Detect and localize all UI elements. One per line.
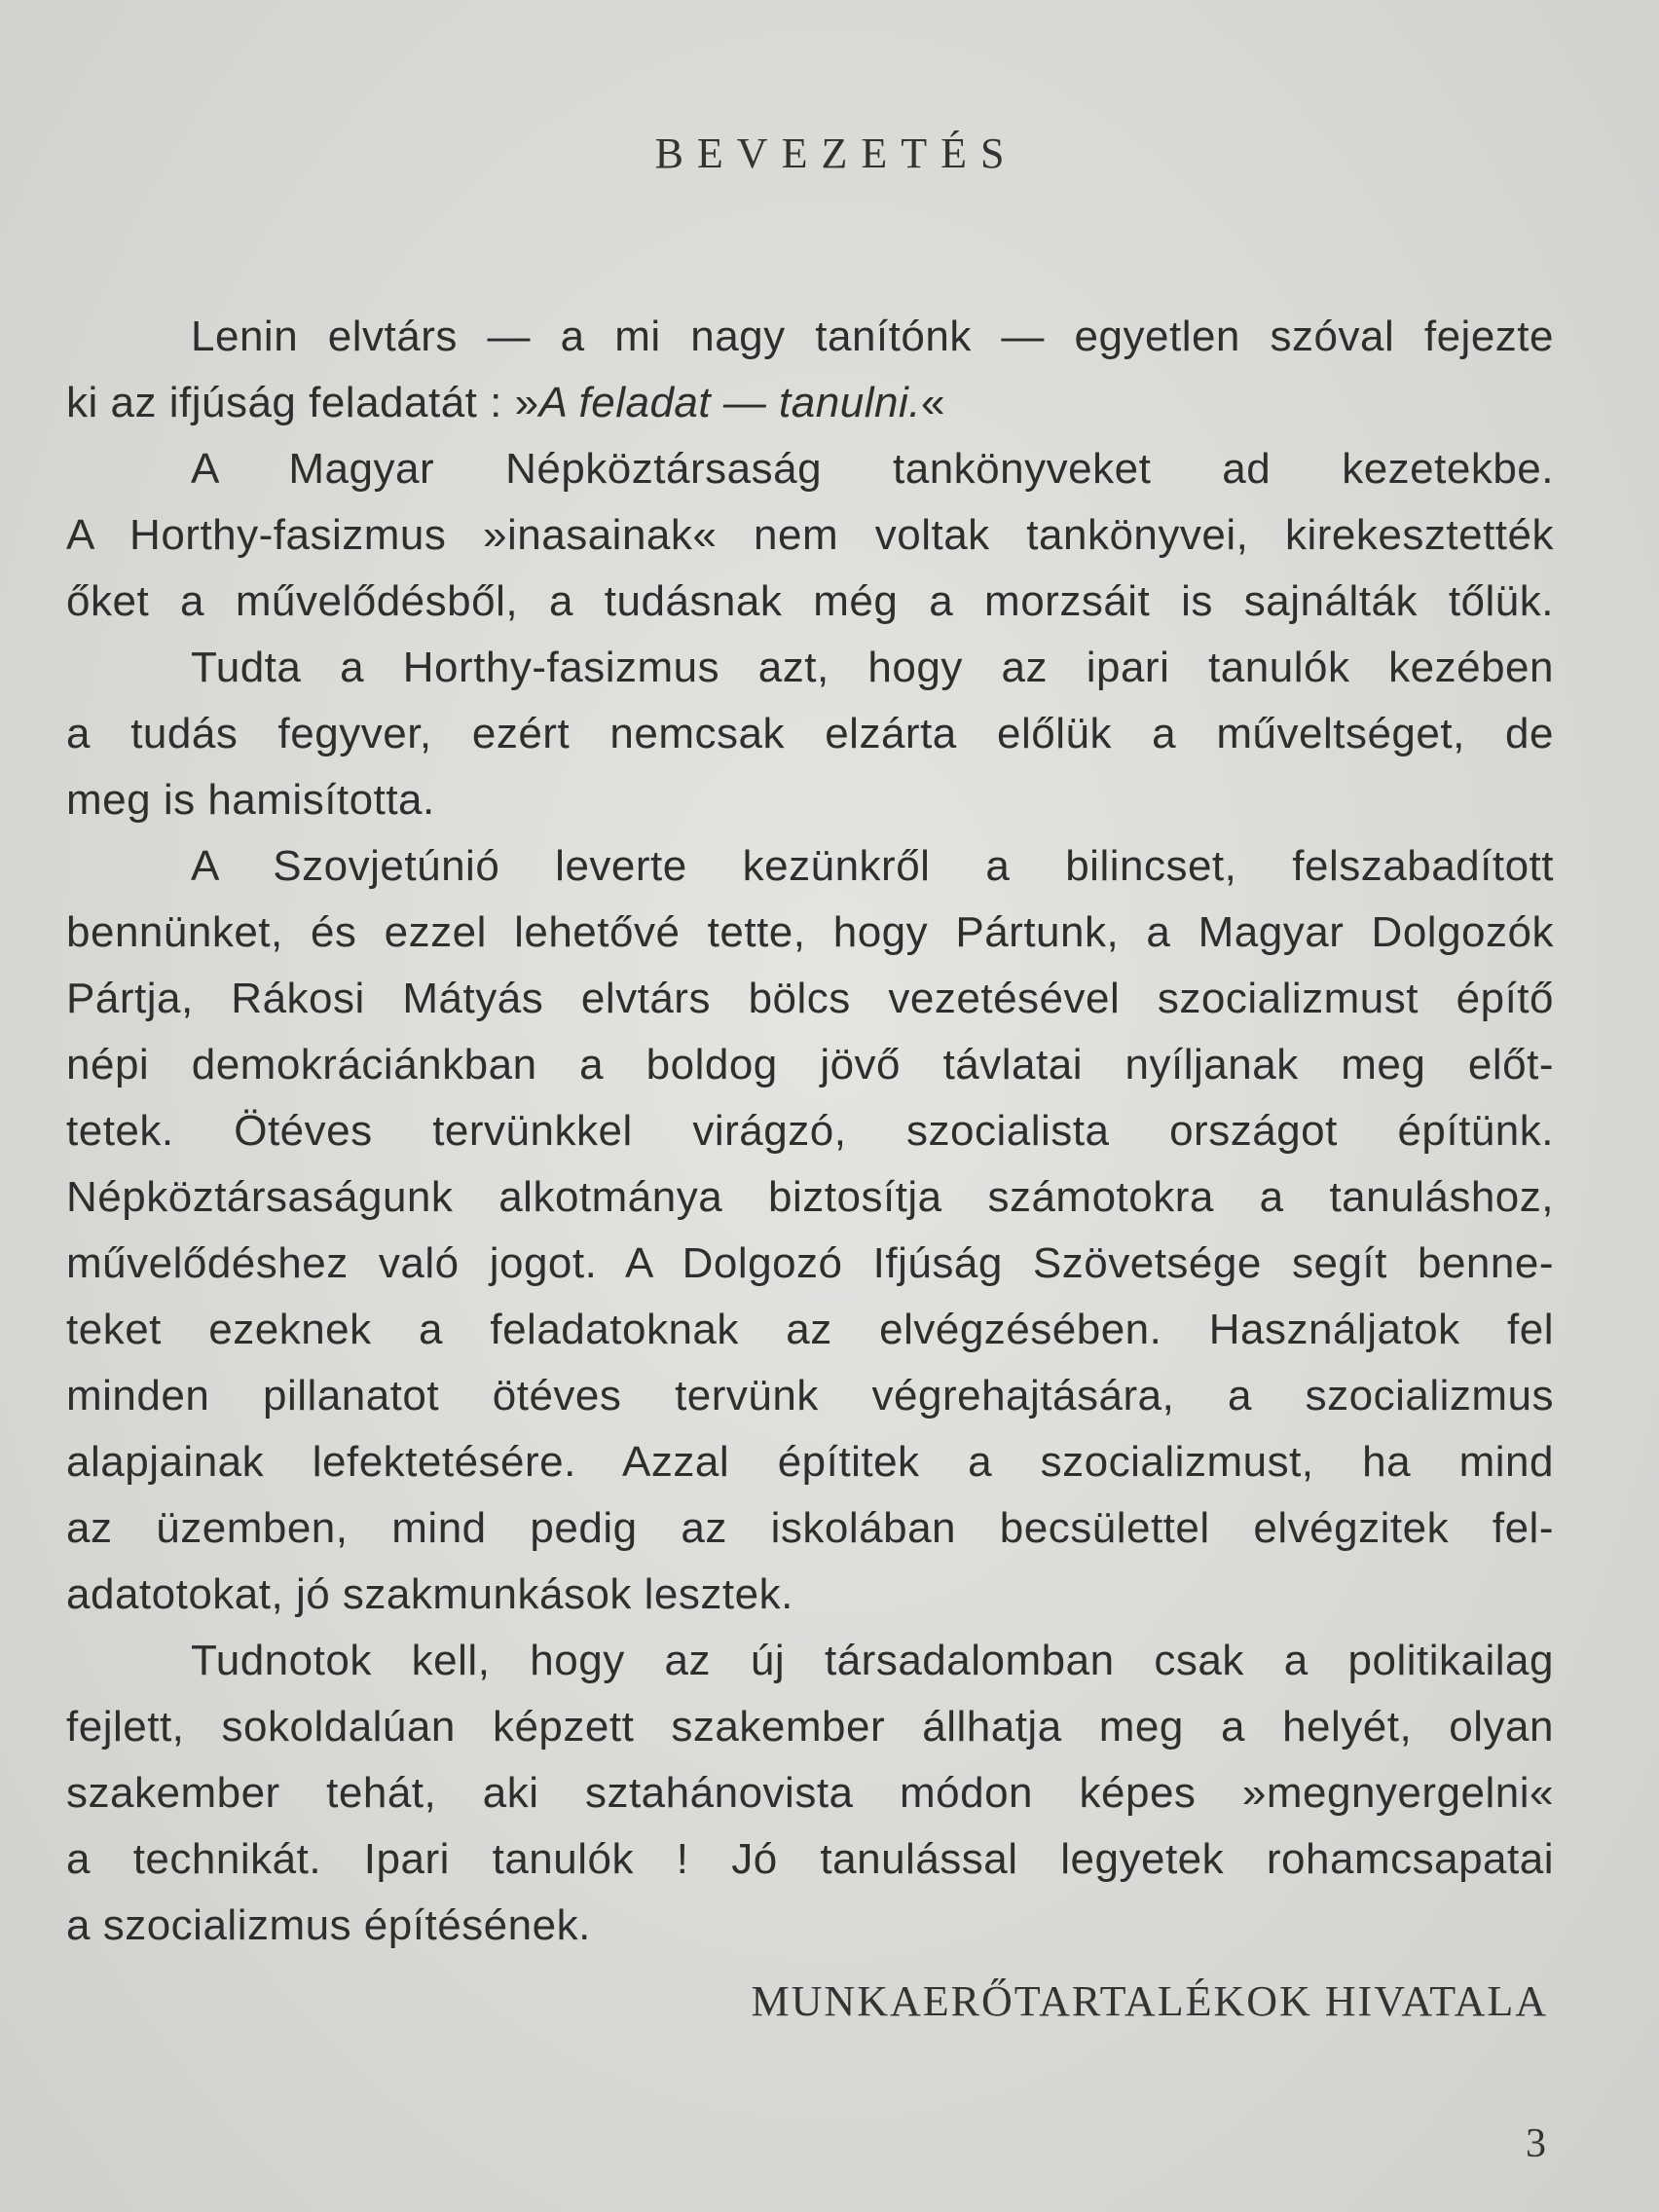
text-line: a technikát. Ipari tanulók ! Jó tanulással legyetek rohamcsapatai bbox=[66, 1835, 1554, 1883]
page-number: 3 bbox=[1526, 2121, 1546, 2166]
text-line: őket a művelődésből, a tudásnak még a morzsáit is sajnálták tőlük. bbox=[66, 577, 1554, 625]
text-line: az üzemben, mind pedig az iskolában becsülettel elvégzitek fel- bbox=[66, 1504, 1554, 1552]
text-line: bennünket, és ezzel lehetővé tette, hogy Pártunk, a Magyar Dolgozók bbox=[66, 908, 1554, 956]
text-line: A Szovjetúnió leverte kezünkről a bilincset, felszabadított bbox=[191, 842, 1554, 890]
text-line: Tudnotok kell, hogy az új társadalomban csak a politikailag bbox=[191, 1637, 1554, 1684]
text-line: A Magyar Népköztársaság tankönyveket ad kezetekbe. bbox=[191, 445, 1554, 493]
text-line: népi demokráciánkban a boldog jövő távlatai nyíljanak meg előt- bbox=[66, 1041, 1554, 1088]
text-line: adatotokat, jó szakmunkások lesztek. bbox=[66, 1570, 793, 1618]
quote-italic: A feladat — tanulni. bbox=[538, 379, 921, 426]
page-title: BEVEZETÉS bbox=[654, 129, 1018, 177]
text-line: Tudta a Horthy-fasizmus azt, hogy az ipari tanulók kezében bbox=[191, 644, 1554, 691]
text-line: teket ezeknek a feladatoknak az elvégzésében. Használjatok fel bbox=[66, 1306, 1554, 1353]
text-line: fejlett, sokoldalúan képzett szakember állhatja meg a helyét, olyan bbox=[66, 1703, 1554, 1751]
text-line: meg is hamisította. bbox=[66, 776, 435, 824]
text-line bbox=[66, 370, 1554, 436]
body-text bbox=[66, 304, 1554, 1959]
text-line: művelődéshez való jogot. A Dolgozó Ifjúság Szövetsége segít benne- bbox=[66, 1239, 1554, 1287]
text-line: szakember tehát, aki sztahánovista módon képes »megnyergelni« bbox=[66, 1769, 1554, 1817]
text-line: Pártja, Rákosi Mátyás elvtárs bölcs vezetésével szocializmust építő bbox=[66, 975, 1554, 1022]
text-line: A Horthy-fasizmus »inasainak« nem voltak tankönyvei, kirekesztették bbox=[66, 511, 1554, 559]
text-line: alapjainak lefektetésére. Azzal építitek a szocializmust, ha mind bbox=[66, 1438, 1554, 1486]
text-line: minden pillanatot ötéves tervünk végrehajtására, a szocializmus bbox=[66, 1372, 1554, 1419]
text-line: a tudás fegyver, ezért nemcsak elzárta előlük a műveltséget, de bbox=[66, 710, 1554, 757]
text-line: tetek. Ötéves tervünkkel virágzó, szocialista országot építünk. bbox=[66, 1107, 1554, 1155]
signature: MUNKAERŐTARTALÉKOK HIVATALA bbox=[751, 1977, 1548, 2025]
text-line: Népköztársaságunk alkotmánya biztosítja számotokra a tanuláshoz, bbox=[66, 1173, 1554, 1221]
text-line-part: ki az ifjúság feladatát : »A feladat — tanulni.« bbox=[66, 379, 945, 426]
text-line: a szocializmus építésének. bbox=[66, 1901, 591, 1949]
text-line: Lenin elvtárs — a mi nagy tanítónk — egyetlen szóval fejezte bbox=[191, 313, 1554, 360]
